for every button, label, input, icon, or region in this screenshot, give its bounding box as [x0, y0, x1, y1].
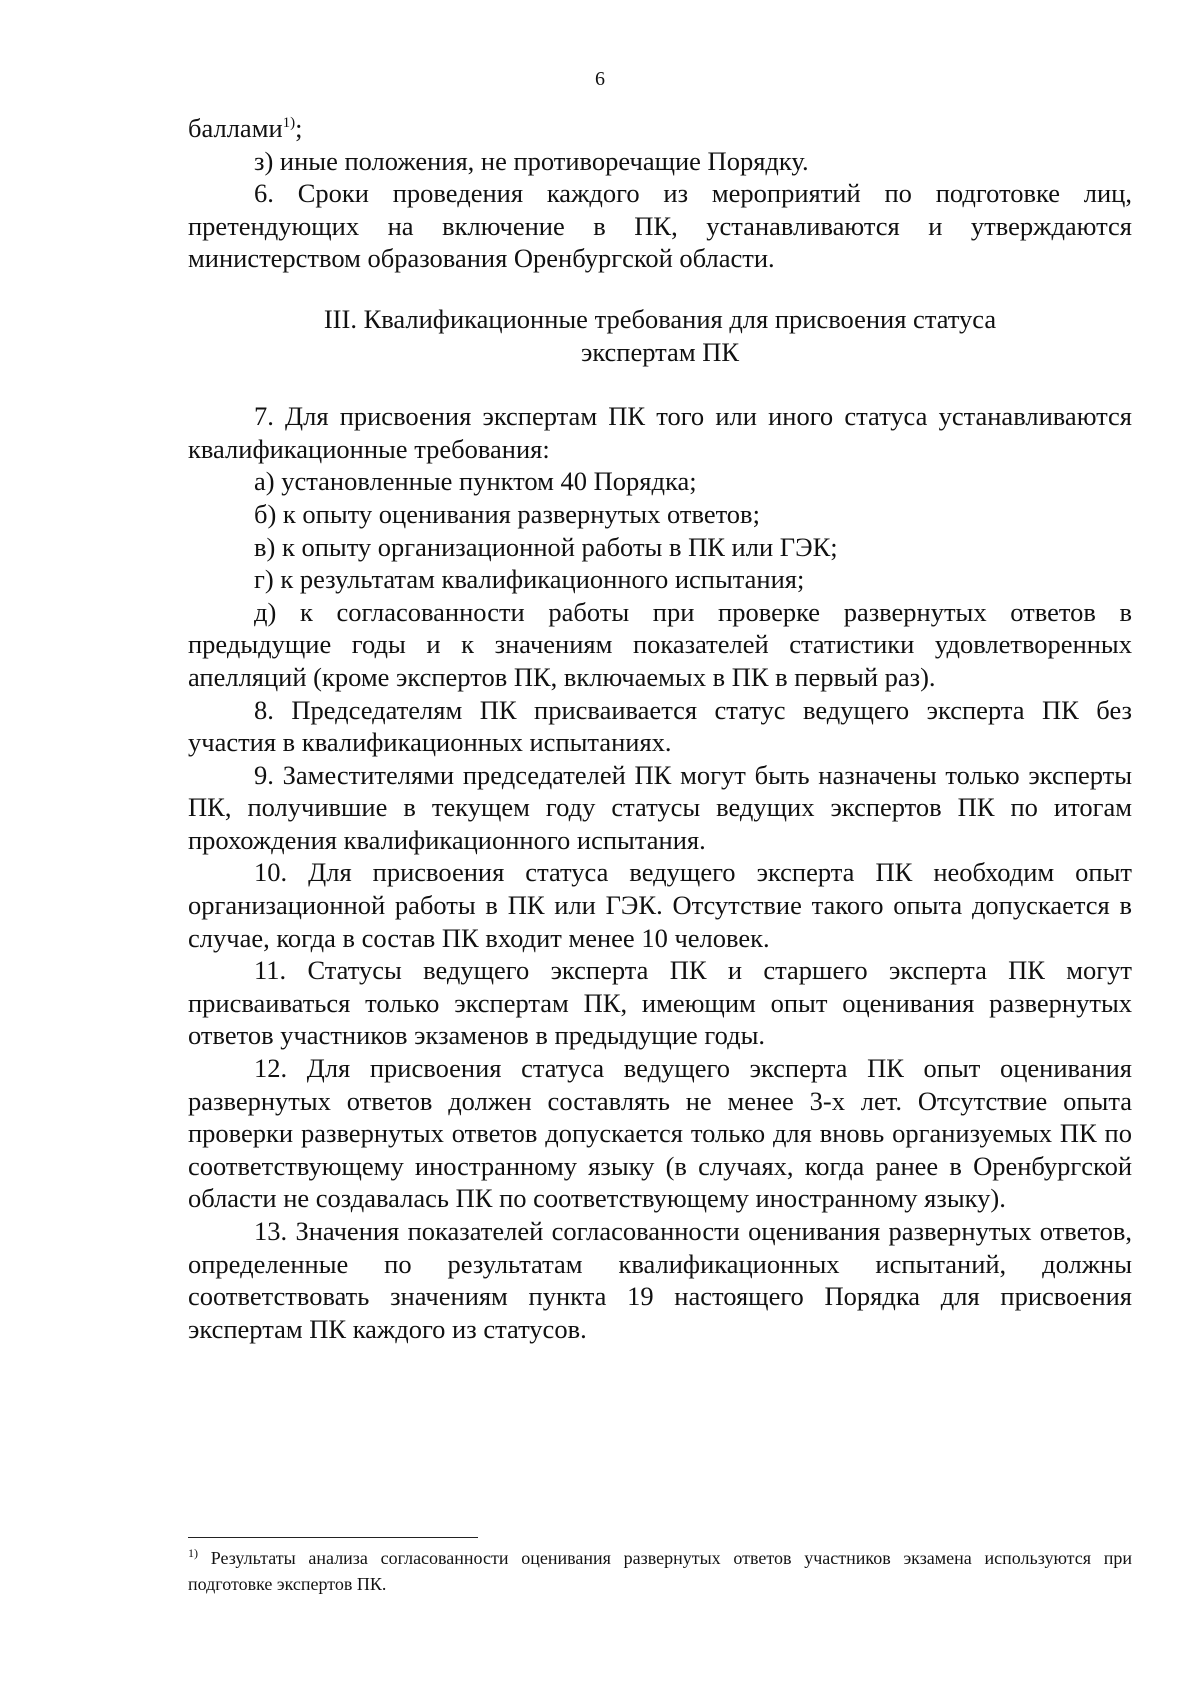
- paragraph-continued: [188, 112, 1132, 145]
- footnote-marker: 1): [188, 1546, 198, 1560]
- list-item-v: в) к опыту организационной работы в ПК или ГЭК;: [254, 531, 838, 562]
- document-body: [188, 112, 1132, 1345]
- list-item-a: а) установленные пунктом 40 Порядка;: [254, 466, 697, 497]
- paragraph-11: 11. Статусы ведущего эксперта ПК и старшего эксперта ПК могут присваиваться только экспертам ПК, имеющим опыт оценивания развернутых ответов участников экзаменов в предыдущие годы.: [188, 955, 1132, 1051]
- paragraph-13: 13. Значения показателей согласованности оценивания развернутых ответов, определенные по результатам квалификационных испытаний, должны соответствовать значениям пункта 19 настоящего Порядка для присвоения экспертам ПК каждого из статусов.: [188, 1216, 1132, 1344]
- footnote-text: Результаты анализа согласованности оценивания развернутых ответов участников экзамена используются при подготовке экспертов ПК.: [188, 1548, 1132, 1594]
- list-item-z: з) иные положения, не противоречащие Порядку.: [254, 145, 809, 176]
- section-title-line-1: III. Квалификационные требования для присвоения статуса: [323, 303, 997, 334]
- page-number: 6: [595, 68, 605, 90]
- paragraph-continued-text: баллами: [188, 113, 283, 143]
- footnote-separator: [188, 1537, 478, 1538]
- section-title: [188, 303, 1132, 368]
- paragraph-8: 8. Председателям ПК присваивается статус ведущего эксперта ПК без участия в квалификационных испытаниях.: [188, 694, 1132, 758]
- paragraph-continued-end: ;: [295, 113, 303, 143]
- paragraph-12: 12. Для присвоения статуса ведущего эксперта ПК опыт оценивания развернутых ответов должен составлять не менее 3-х лет. Отсутствие опыта проверки развернутых ответов допускается только для вновь организуемых ПК по соответствующему иностранному языку (в случаях, когда ранее в Оренбургской области не создавалась ПК по соответствующему иностранному языку).: [188, 1053, 1132, 1214]
- paragraph-7: 7. Для присвоения экспертам ПК того или иного статуса устанавливаются квалификационные требования:: [188, 401, 1132, 464]
- footnote: [188, 1545, 1132, 1597]
- paragraph-6: 6. Сроки проведения каждого из мероприятий по подготовке лиц, претендующих на включение в ПК, устанавливаются и утверждаются министерством образования Оренбургской области.: [188, 178, 1132, 274]
- list-item-d: д) к согласованности работы при проверке развернутых ответов в предыдущие годы и к значениям показателей статистики удовлетворенных апелляций (кроме экспертов ПК, включаемых в ПК в первый раз).: [188, 596, 1132, 692]
- paragraph-10: 10. Для присвоения статуса ведущего эксперта ПК необходим опыт организационной работы в ПК или ГЭК. Отсутствие такого опыта допускается в случае, когда в состав ПК входит менее 10 человек.: [188, 857, 1132, 953]
- footnote-reference[interactable]: 1): [282, 115, 296, 132]
- list-item-g: г) к результатам квалификационного испытания;: [254, 564, 805, 595]
- section-title-line-2: экспертам ПК: [580, 336, 740, 367]
- paragraph-9: 9. Заместителями председателей ПК могут быть назначены только эксперты ПК, получившие в текущем году статусы ведущих экспертов ПК по итогам прохождения квалификационного испытания.: [188, 759, 1132, 855]
- list-item-b: б) к опыту оценивания развернутых ответов;: [254, 498, 760, 529]
